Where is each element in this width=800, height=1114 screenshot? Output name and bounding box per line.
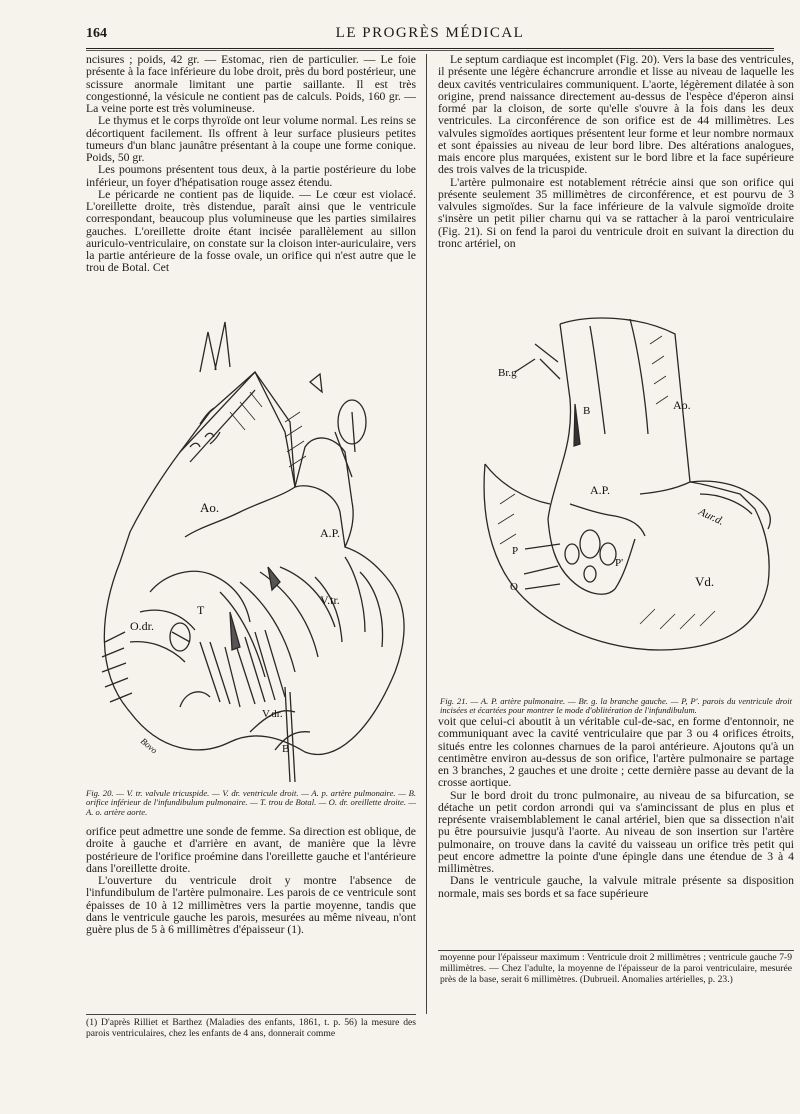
paragraph: Le thymus et le corps thyroïde ont leur volume normal. Les reins se décortiquent facilement. Ils offrent à leur surface plusieurs petites tumeurs d'un blanc jaunâtre présentant à la coupe une forme conique. Poids, 50 gr.: [86, 114, 416, 164]
figure-20-heart-illustration: [90, 312, 415, 790]
paragraph: Le septum cardiaque est incomplet (Fig. 20). Vers la base des ventricules, il présente une légère échancrure arrondie et lisse au niveau de laquelle les deux cavités ventriculaires communiquent. L'aorte, légèrement dilatée à son origine, prend naissance directement au-dessus de l'espèce d'éperon ainsi formé par la cloison, de sorte qu'elle s'ouvre à la fois dans les deux ventricules. La circonférence de son orifice est de 44 millimètres. Les valvules sigmoïdes aortiques présentent leur forme et leur nombre normaux et sont épaissies au niveau de leur bord libre. Des altérations analogues, mais encore plus marquées, existent sur le bord libre et la face supérieure des trois valves de la tricuspide.: [438, 53, 794, 177]
label-aurd: Aur.d.: [696, 505, 726, 528]
label-bovo: Bovo: [138, 735, 160, 756]
page-header: [86, 22, 774, 49]
label-odr: O.dr.: [130, 619, 154, 633]
header-rule: [86, 50, 774, 51]
label-vd: Vd.: [695, 574, 715, 589]
paragraph: orifice peut admettre une sonde de femme. Sa direction est oblique, de droite à gauche et d'arrière en avant, de manière que la lèvre postérieure de l'orifice proémine dans l'oreillette gauche et l'antérieure dans l'oreillette droite.: [86, 825, 416, 875]
label-ao: Ao.: [200, 500, 220, 515]
label-p: P: [512, 545, 519, 557]
paragraph: Dans le ventricule gauche, la valvule mitrale présente sa disposition normale, mais ses bords et sa face supérieure: [438, 874, 794, 900]
paragraph: Sur le bord droit du tronc pulmonaire, au niveau de sa bifurcation, se détache un petit cordon arrondi qui va s'amincissant de plus en plus et représente vraisemblablement le canal artériel, bien que sa dissection n'ait pu être poursuivie jusqu'à l'aorte. Au niveau de son insertion sur l'artère pulmonaire, on trouve dans la cavité du vaisseau un orifice très petit qui peut encore admettre la pointe d'une épingle dans une étendue de 3 à 4 millimètres.: [438, 788, 794, 875]
label-vdr: V.dr.: [262, 708, 283, 720]
column-divider: [426, 54, 427, 1014]
left-column-bottom: [86, 826, 416, 936]
label-b: B: [282, 743, 290, 755]
left-column-top: [86, 54, 416, 275]
label-ap: A.P.: [590, 483, 611, 497]
figure-21-drawing: [440, 304, 794, 696]
page-number: 164: [86, 26, 107, 41]
footnote-rule: [86, 1014, 416, 1015]
paragraph: ncisures ; poids, 42 gr. — Estomac, rien de particulier. — Le foie présente à la face inférieure du lobe droit, près du bord postérieur, une scissure anormale limitant une partie saillante. Il est très congestionné, la vésicule ne contient pas de calculs. Poids, 160 gr. — La veine porte est très volumineuse.: [86, 53, 416, 115]
label-p-prime: P': [615, 557, 624, 569]
figure-21-heart-illustration: [440, 304, 794, 696]
paragraph: voit que celui-ci aboutit à un véritable cul-de-sac, en forme d'entonnoir, ne communiquant avec la cavité ventriculaire que par 3 ou 4 orifices étroits, situés entre les colonnes charnues de la paroi antérieure. Ajoutons qu'à un centimètre environ au-dessus de son orifice, l'artère pulmonaire se partage en 3 branches, 2 gauches et une droite ; cette dernière passe au devant de la crosse aortique.: [438, 715, 794, 790]
label-ao: Ao.: [673, 398, 691, 412]
footnote-rule: [438, 950, 794, 951]
footnote-right: moyenne pour l'épaisseur maximum : Ventricule droit 2 millimètres ; ventricule gauche 7-9 millimètres. — Chez l'adulte, la moyenne de l'épaisseur de la paroi ventriculaire, mesurée près de la base, serait 6 millimètres. (Dubrueil. Anomalies artérielles, p. 23.): [440, 952, 792, 985]
right-column-top: [438, 54, 794, 250]
paragraph: Le péricarde ne contient pas de liquide. — Le cœur est violacé. L'oreillette droite, très distendue, paraît ainsi que le ventricule correspondant, beaucoup plus volumineuse que les parties similaires gauches. L'oreillette droite étant incisée parallèlement au sillon auriculo-ventriculaire, on constate sur la cloison inter-auriculaire, vers la partie antérieure de la fosse ovale, un orifice qui n'est autre que le trou de Botal. Cet: [86, 187, 416, 275]
paragraph: L'artère pulmonaire est notablement rétrécie ainsi que son orifice qui présente seulement 35 millimètres de circonférence, et est pourvu de 3 valvules sigmoïdes. Sur la face inférieure de la valvule sigmoïde droite s'insère un petit pilier charnu qui va se rattacher à la paroi ventriculaire (Fig. 21). Si on fend la paroi du ventricule droit en suivant la direction du tronc artériel, on: [438, 175, 794, 250]
right-column-bottom: [438, 716, 794, 900]
label-ap: A.P.: [320, 526, 341, 540]
paragraph: L'ouverture du ventricule droit y montre l'absence de l'infundibulum de l'artère pulmonaire. Les parois de ce ventricule sont épaisses de 10 à 12 millimètres vers la partie moyenne, tandis que dans le ventricule gauche les parois, mesurées au même niveau, n'ont guère plus de 5 à 6 millimètres d'épaisseur (1).: [86, 874, 416, 936]
label-vtr: V.tr.: [320, 593, 340, 607]
figure-20-caption: Fig. 20. — V. tr. valvule tricuspide. — V. dr. ventricule droit. — A. p. artère pulmonaire. — B. orifice inférieur de l'infundibulum pulmonaire. — T. trou de Botal. — O. dr. oreillette droite. — A. o. artère aorte.: [86, 788, 416, 817]
figure-21-caption: Fig. 21. — A. P. artère pulmonaire. — Br. g. la branche gauche. — P, P'. parois du ventricule droit incisées et écartées pour montrer le mode d'oblitération de l'infundibulum.: [440, 696, 792, 716]
footnote-left: (1) D'après Rilliet et Barthez (Maladies des enfants, 1861, t. p. 56) la mesure des parois ventriculaires, chez les enfants de 4 ans, donnerait comme: [86, 1017, 416, 1039]
paragraph: Les poumons présentent tous deux, à la partie postérieure du lobe inférieur, un foyer d'hépatisation rouge assez étendu.: [86, 163, 416, 189]
label-t: T: [197, 603, 205, 617]
label-b: B: [583, 405, 591, 417]
label-brg: Br.g: [498, 367, 517, 379]
figure-20-drawing: [90, 312, 415, 790]
label-o: O: [510, 581, 518, 593]
journal-title: LE PROGRÈS MÉDICAL: [335, 25, 525, 41]
